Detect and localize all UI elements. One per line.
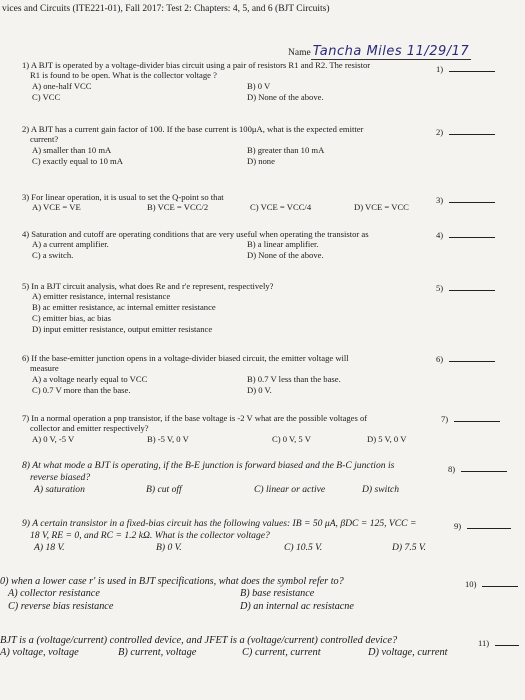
option-b: B) -5 V, 0 V (147, 433, 189, 444)
option-a: A) VCE = VE (32, 202, 81, 213)
answer-line[interactable] (449, 63, 495, 72)
option-d: D) voltage, current (368, 647, 448, 658)
option-row (0, 647, 448, 660)
handwritten-name: Tancha Miles 11/29/17 (312, 44, 470, 59)
question-10 (0, 576, 354, 613)
option-c: C) a switch. (32, 250, 74, 261)
question-4 (22, 229, 369, 261)
answer-number: 4) (436, 230, 444, 240)
answer-blank-2 (436, 126, 495, 137)
answer-line[interactable] (449, 194, 495, 203)
option-c: C) VCC (32, 91, 61, 102)
option-c: C) VCE = VCC/4 (250, 202, 312, 213)
option-d: D) input emitter resistance, output emitter resistance (32, 324, 213, 335)
option-d: D) None of the above. (247, 91, 324, 102)
question-stem: 5) In a BJT circuit analysis, what does Re and r'e represent, respectively? (22, 281, 274, 291)
option-c: C) current, current (242, 647, 321, 658)
answer-line[interactable] (449, 353, 495, 362)
answer-number: 6) (436, 354, 444, 364)
option-a: A) smaller than 10 mA (32, 144, 112, 155)
answer-blank-6 (436, 353, 495, 364)
answer-number: 1) (436, 64, 444, 74)
option-row (22, 433, 407, 445)
option-c: C) 0.7 V more than the base. (32, 384, 131, 395)
answer-blank-9 (454, 520, 511, 531)
question-stem: BJT is a (voltage/current) controlled device, and JFET is a (voltage/current) controlled device? (0, 635, 398, 646)
name-label: Name (288, 48, 311, 58)
option-a: A) a voltage nearly equal to VCC (32, 373, 148, 384)
question-stem-cont: current? (30, 134, 59, 145)
question-stem-cont: collector and emitter respectively? (30, 423, 149, 434)
option-row (0, 588, 344, 601)
option-row (22, 81, 370, 92)
question-stem: 3) For linear operation, it is usual to set the Q-point so that (22, 192, 224, 202)
answer-line[interactable] (467, 520, 511, 529)
option-a: A) collector resistance (8, 588, 100, 599)
answer-line[interactable] (449, 126, 495, 135)
answer-blank-11 (478, 637, 519, 648)
answer-number: 8) (448, 464, 456, 474)
question-9 (22, 518, 426, 555)
option-a: A) saturation (34, 484, 85, 495)
option-b: B) 0 V (247, 80, 271, 91)
question-8 (22, 460, 400, 497)
question-stem: 1) A BJT is operated by a voltage-divider bias circuit using a pair of resistors R1 and R2. The resistor (22, 60, 371, 70)
question-3 (22, 192, 409, 213)
question-stem-cont: 18 V, RE = 0, and RC = 1.2 kΩ. What is the collector voltage? (30, 530, 270, 541)
answer-blank-7 (441, 413, 500, 424)
answer-line[interactable] (482, 578, 518, 587)
answer-blank-4 (436, 229, 495, 240)
option-d: D) none (247, 155, 275, 166)
option-row (22, 202, 409, 213)
option-a: A) one-half VCC (32, 80, 92, 91)
option-row (22, 239, 369, 250)
answer-number: 10) (465, 579, 477, 589)
option-row (22, 542, 426, 555)
question-stem: 6) If the base-emitter junction opens in a voltage-divider biased circuit, the emitter voltage will (22, 353, 349, 363)
option-d: D) VCE = VCC (354, 202, 409, 213)
answer-blank-1 (436, 63, 495, 74)
answer-number: 3) (436, 195, 444, 205)
option-c: C) reverse bias resistance (8, 600, 114, 612)
option-a: A) voltage, voltage (0, 647, 79, 658)
test-header: vices and Circuits (ITE221-01), Fall 2017: Test 2: Chapters: 4, 5, and 6 (BJT Circuits) (2, 4, 330, 14)
option-d: D) None of the above. (247, 250, 324, 261)
question-stem: 7) In a normal operation a pnp transistor, if the base voltage is -2 V what are the possible voltages of (22, 413, 368, 423)
answer-line[interactable] (461, 463, 507, 472)
option-row (22, 145, 363, 156)
answer-number: 9) (454, 521, 462, 531)
question-6 (22, 353, 349, 396)
answer-blank-5 (436, 282, 495, 293)
question-stem: 8) At what mode a BJT is operating, if the B-E junction is forward biased and the B-C junction is (22, 460, 395, 471)
question-11 (0, 635, 448, 660)
option-a: A) a current amplifier. (32, 239, 109, 250)
answer-line[interactable] (495, 637, 519, 646)
option-b: B) base resistance (240, 588, 315, 599)
option-c: C) exactly equal to 10 mA (32, 155, 123, 166)
option-row (22, 92, 370, 103)
option-row (22, 250, 369, 261)
option-b: B) ac emitter resistance, ac internal emitter resistance (32, 302, 216, 313)
question-2 (22, 124, 363, 167)
option-c: C) 0 V, 5 V (272, 433, 311, 444)
option-d: D) switch (362, 484, 400, 495)
question-stem: 2) A BJT has a current gain factor of 100. If the base current is 100μA, what is the expected emitter (22, 124, 364, 134)
option-row (22, 374, 349, 385)
answer-line[interactable] (454, 413, 500, 422)
option-row (22, 324, 273, 335)
answer-number: 11) (478, 638, 490, 648)
option-d: D) 7.5 V. (392, 542, 426, 553)
question-5 (22, 281, 273, 335)
answer-blank-8 (448, 463, 507, 474)
question-stem-cont: R1 is found to be open. What is the collector voltage ? (30, 70, 217, 81)
option-b: B) 0 V. (156, 542, 182, 553)
answer-blank-3 (436, 194, 495, 205)
question-1 (22, 60, 370, 103)
option-row (22, 291, 273, 302)
question-stem: 9) A certain transistor in a fixed-bias circuit has the following values: IB = 50 μA, βDC = 125, VCC = (22, 518, 417, 529)
option-d: D) 5 V, 0 V (367, 433, 407, 444)
option-a: A) 18 V. (34, 542, 65, 553)
question-stem-cont: reverse biased? (30, 472, 91, 483)
option-row (22, 385, 349, 396)
option-b: B) a linear amplifier. (247, 239, 319, 250)
answer-line[interactable] (449, 229, 495, 238)
option-c: C) emitter bias, ac bias (32, 313, 111, 324)
option-c: C) 10.5 V. (284, 542, 323, 553)
option-d: D) 0 V. (247, 384, 272, 395)
question-7 (22, 413, 407, 445)
question-stem: 0) when a lower case r' is used in BJT specifications, what does the symbol refer to? (0, 576, 344, 587)
answer-number: 7) (441, 414, 449, 424)
option-row (0, 600, 354, 614)
option-a: A) emitter resistance, internal resistance (32, 291, 171, 302)
option-row (22, 302, 273, 313)
answer-blank-10 (465, 578, 518, 589)
question-stem: 4) Saturation and cutoff are operating conditions that are very useful when operating the transistor as (22, 229, 369, 239)
answer-line[interactable] (449, 282, 495, 291)
answer-number: 5) (436, 283, 444, 293)
option-b: B) cut off (146, 484, 182, 495)
option-d: D) an internal ac resistacne (240, 600, 354, 612)
option-row (22, 156, 363, 167)
option-row (22, 484, 400, 497)
option-c: C) linear or active (254, 484, 326, 495)
name-field (288, 44, 471, 60)
answer-number: 2) (436, 127, 444, 137)
option-row (22, 313, 273, 324)
question-stem-cont: measure (30, 363, 59, 374)
option-b: B) VCE = VCC/2 (147, 202, 209, 213)
option-b: B) greater than 10 mA (247, 144, 325, 155)
option-a: A) 0 V, -5 V (32, 433, 75, 444)
option-b: B) 0.7 V less than the base. (247, 373, 341, 384)
option-b: B) current, voltage (118, 647, 197, 658)
